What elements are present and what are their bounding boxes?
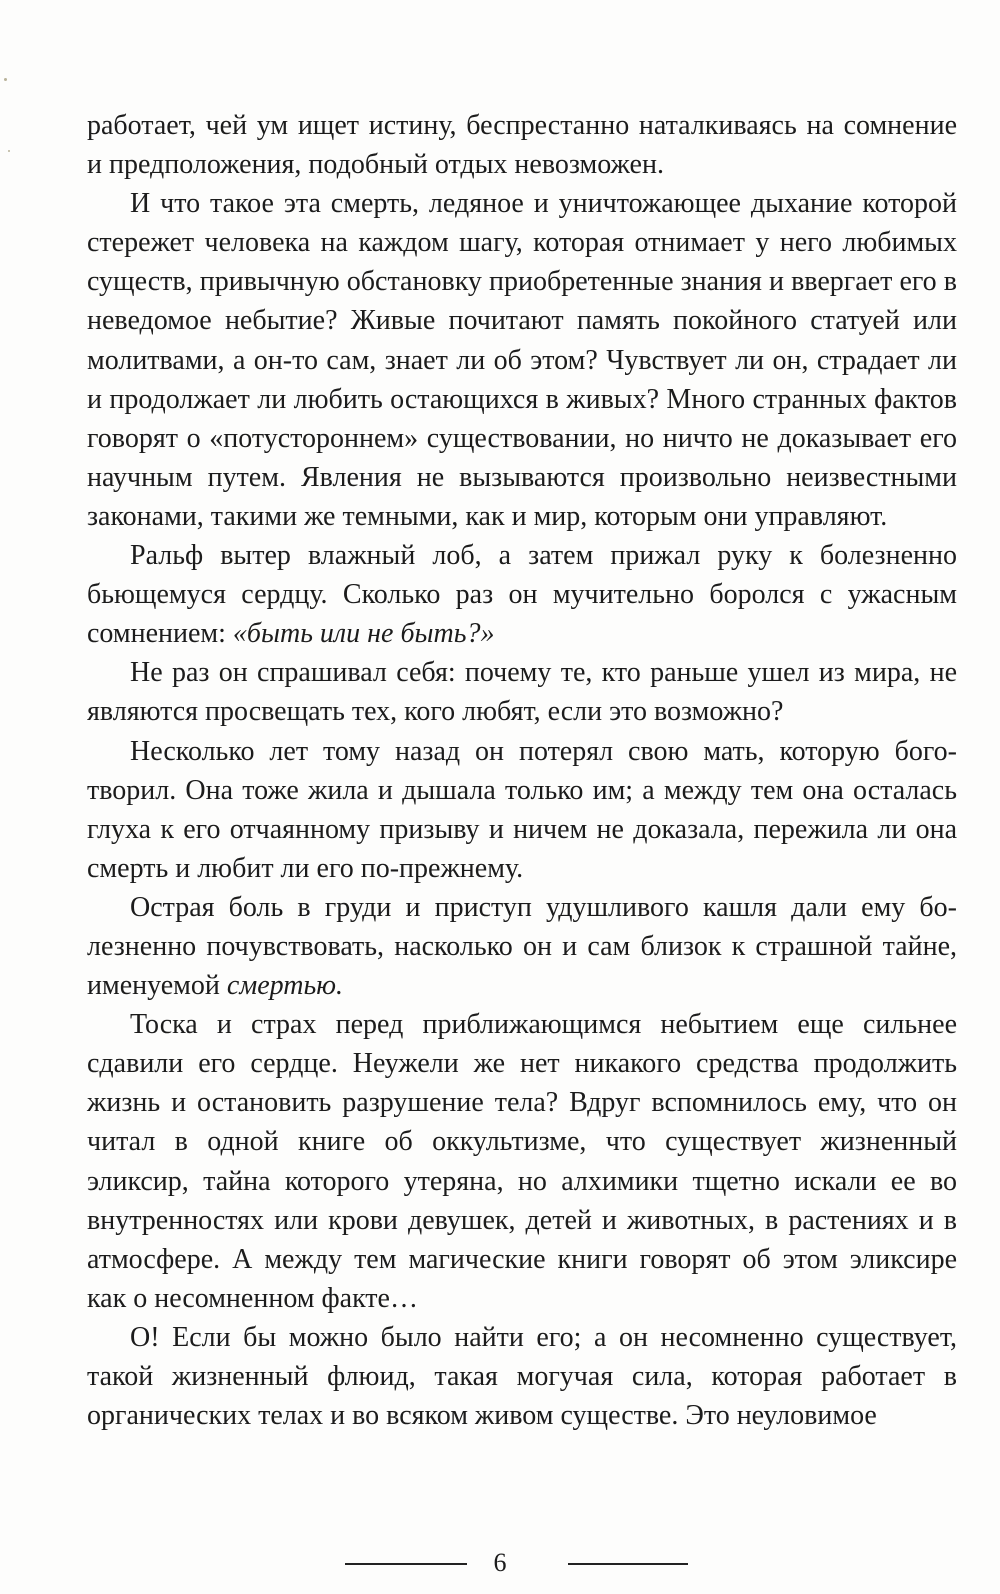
paragraph-5 bbox=[87, 732, 957, 888]
paragraph-8 bbox=[87, 1318, 957, 1435]
paragraph-2-text: И что такое эта смерть, ледяное и уничтожающее дыхание которой стережет человека на каждом шагу, которая отнимает у него любимых существ, привычную обстановку приобретенные знания и ввергает его в неведомое небытие? Живые почитают память покойного статуей или молитвами, а он-то сам, знает ли об этом? Чувствует ли он, страдает ли и продолжает ли любить остающихся в живых? Много странных фактов говорят о «потустороннем» существовании, но ничто не доказывает его научным путем. Явления не вызываются произвольно неизвестными законами, такими же темными, как и мир, которым они управляют. bbox=[87, 188, 957, 532]
paragraph-8-text: О! Если бы можно было найти его; а он несомненно существует, такой жизненный флюид, такая могучая сила, которая работает в органических телах и во всяком живом существе. Это неуловимое bbox=[87, 1321, 957, 1432]
paragraph-7-text: Тоска и страх перед приближающимся небытием еще сильнее сдавили его сердце. Неужели же нет никакого средства продолжить жизнь и остановить разрушение тела? Вдруг вспомнилось ему, что он читал в одной книге об оккультизме, что существует жизненный эликсир, тайна которого утеряна, но алхимики тщетно искали ее во внутренностях или крови девушек, детей и животных, в растениях и в атмосфере. А между тем магические книги говорят об этом эликсире как о несомненном факте… bbox=[87, 1009, 957, 1314]
paper-speck bbox=[4, 78, 7, 81]
paragraph-1 bbox=[87, 106, 957, 184]
page-number: 6 bbox=[493, 1548, 507, 1577]
paragraph-5-text: Несколько лет тому назад он потерял свою мать, которую боготворил. Она тоже жила и дышала только им; а между тем она осталась глуха к его отчаянному призыву и ничем не доказала, пережила ли она смерть и любит ли его по-прежнему. bbox=[87, 735, 957, 884]
paragraph-2 bbox=[87, 184, 957, 536]
page-footer bbox=[0, 1543, 1000, 1583]
paragraph-4-text: Не раз он спрашивал себя: почему те, кто раньше ушел из мира, не являются просвещать тех, кого любят, если это возможно? bbox=[87, 657, 957, 728]
paper-speck bbox=[8, 150, 10, 152]
paragraph-4 bbox=[87, 653, 957, 731]
footer-rule-right bbox=[568, 1563, 688, 1565]
paragraph-6 bbox=[87, 888, 957, 1005]
paragraph-1-text: работает, чей ум ищет истину, беспрестанно наталкиваясь на сомнение и предположения, подобный отдых невозможен. bbox=[87, 110, 957, 181]
paragraph-3-text: Ральф вытер влажный лоб, а затем прижал руку к болезненно бьющемуся сердцу. Сколько раз он мучительно боролся с ужасным сомнением: bbox=[87, 540, 957, 650]
paragraph-3-italic-quote: «быть или не быть?» bbox=[232, 618, 495, 650]
paragraph-6-text: Острая боль в груди и приступ удушливого кашля дали ему болезненно почувствовать, насколько он и сам близок к страшной тайне, именуемой bbox=[87, 891, 957, 1002]
paragraph-7 bbox=[87, 1005, 957, 1318]
paragraph-3 bbox=[87, 536, 957, 653]
body-text bbox=[87, 106, 957, 1435]
footer-rule-left bbox=[345, 1563, 467, 1565]
paragraph-6-italic-word: смертью. bbox=[226, 970, 343, 1002]
